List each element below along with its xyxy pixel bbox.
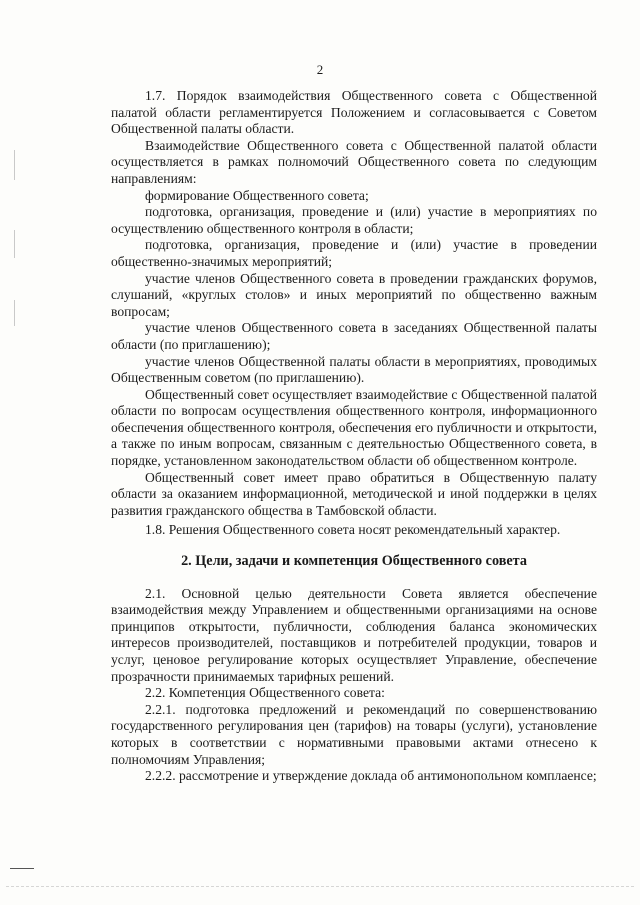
- paragraph: 2.2.1. подготовка предложений и рекомендаций по совершенствованию государственного регулирования цен (тарифов) на товары (услуги), установление которых в соответствии с нормативными правовыми актами отнесено к полномочиям Управления;: [111, 701, 597, 767]
- paragraph: Общественный совет осуществляет взаимодействие с Общественной палатой области по вопросам осуществления общественного контроля, информационного обеспечения общественного контроля, обеспечения его публичности и открытости, а также по иным вопросам, связанным с деятельностью Общественного совета, в порядке, установленном законодательством области об общественном контроле.: [111, 386, 597, 469]
- document-body: [111, 88, 597, 785]
- paragraph: 2.2. Компетенция Общественного совета:: [145, 685, 385, 701]
- paragraph: Общественный совет имеет право обратиться в Общественную палату области за оказанием информационной, методической и иной поддержки в целях развития гражданского общества в Тамбовской области.: [111, 469, 597, 518]
- section-heading: 2. Цели, задачи и компетенция Общественного совета: [181, 553, 527, 570]
- paragraph: 2.1. Основной целью деятельности Совета является обеспечение взаимодействия между Управлением и общественными организациями на основе принципов открытости, публичности, соблюдения баланса экономических интересов производителей, поставщиков и потребителей продукции, товаров и услуг, ценовое регулирование которых осуществляет Управление, обеспечение прозрачности принимаемых тарифных решений.: [111, 585, 597, 684]
- paragraph: 2.2.2. рассмотрение и утверждение доклада об антимонопольном комплаенсе;: [145, 768, 597, 784]
- scan-margin-mark: [14, 300, 15, 326]
- paragraph: 1.7. Порядок взаимодействия Общественного совета с Общественной палатой области регламентируется Положением и согласовывается с Советом Общественной палаты области.: [111, 88, 597, 137]
- paragraph: участие членов Общественного совета в заседаниях Общественной палаты области (по приглашению);: [111, 320, 597, 352]
- paragraph: формирование Общественного совета;: [145, 187, 369, 203]
- paragraph: участие членов Общественного совета в проведении гражданских форумов, слушаний, «круглых столов» и иных мероприятий по общественно важным вопросам;: [111, 270, 597, 319]
- paragraph: 1.8. Решения Общественного совета носят рекомендательный характер.: [145, 522, 561, 538]
- paragraph: участие членов Общественной палаты области в мероприятиях, проводимых Общественным советом (по приглашению).: [111, 353, 597, 386]
- paragraph: Взаимодействие Общественного совета с Общественной палатой области осуществляется в рамках полномочий Общественного совета по следующим направлениям:: [111, 137, 597, 186]
- scan-bottom-edge: [6, 886, 634, 891]
- scan-margin-mark: [14, 230, 15, 258]
- paragraph: подготовка, организация, проведение и (или) участие в мероприятиях по осуществлению общественного контроля в области;: [111, 204, 597, 236]
- scan-edge-mark: [10, 868, 34, 869]
- paragraph: подготовка, организация, проведение и (или) участие в проведении общественно-значимых мероприятий;: [111, 237, 597, 269]
- page-number: 2: [316, 62, 324, 77]
- scan-margin-mark: [14, 150, 15, 180]
